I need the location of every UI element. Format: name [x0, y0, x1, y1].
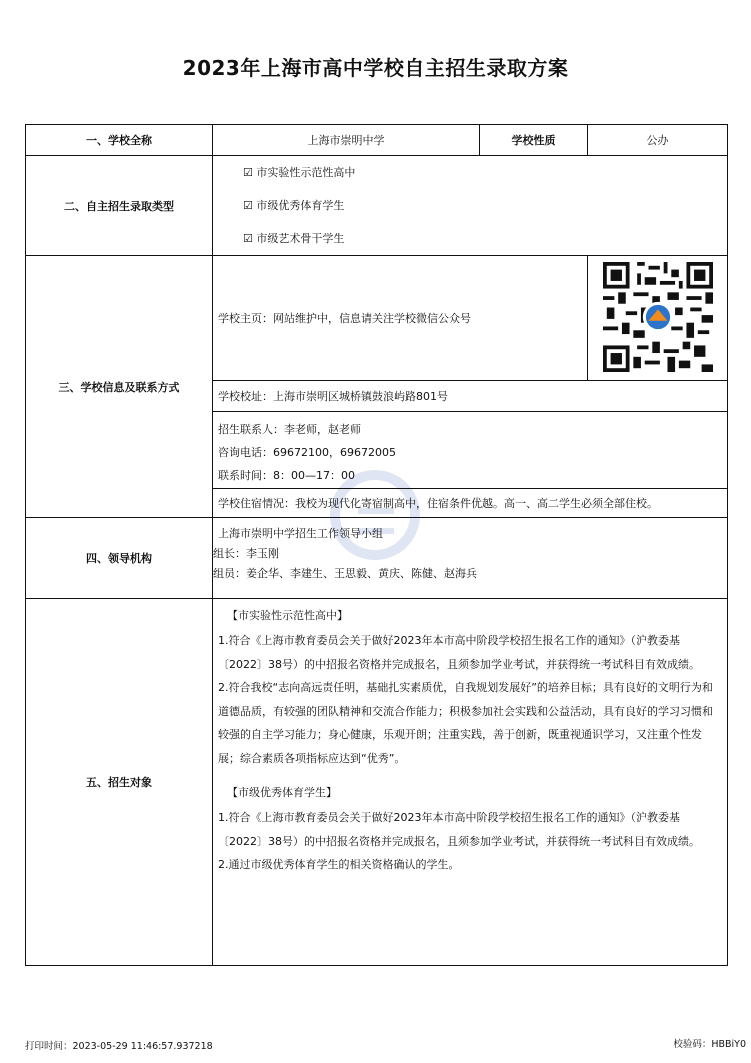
check-code: 校验码：HBBiY0: [673, 1039, 746, 1050]
school-nature-value: 公办: [588, 125, 728, 156]
section-title: 【市级优秀体育学生】: [227, 786, 337, 799]
row-leadership: [26, 518, 728, 599]
page-title: 2023年上海市高中学校自主招生录取方案: [182, 56, 569, 80]
row-school-name: [26, 125, 728, 156]
boarding-cell: [213, 489, 728, 518]
label-school-name: 一、学校全称: [26, 125, 213, 156]
homepage-cell: [213, 256, 588, 381]
row-homepage: [26, 256, 728, 381]
contact-person-text: 招生联系人：李老师，赵老师: [218, 423, 361, 436]
label-admission-types: 二、自主招生录取类型: [26, 156, 213, 256]
members-text: 组员：姜企华、李建生、王思毅、黄庆、陈健、赵海兵: [213, 567, 477, 580]
qr-code-icon: [603, 262, 713, 372]
enrollment-targets-cell: [213, 599, 728, 966]
address-cell: [213, 381, 728, 412]
label-school-nature: 学校性质: [480, 125, 588, 156]
section-paragraph: 1.符合《上海市教育委员会关于做好2023年本市高中阶段学校招生报名工作的通知》（沪教委基〔2022〕38号）的中招报名资格并完成报名，且须参加学业考试，并获得统一考试科目有效成绩。: [218, 811, 700, 848]
admission-table: [25, 124, 728, 966]
contact-cell: [213, 412, 728, 489]
admission-types-list: [213, 156, 728, 256]
row-admission-types: [26, 156, 728, 256]
type-item: ☑ 市级优秀体育学生: [243, 199, 345, 212]
label-enrollment-targets: 五、招生对象: [26, 599, 213, 966]
section-paragraph: 2.符合我校“志向高远责任明，基础扎实素质优，自我规划发展好”的培养目标；具有良好的文明行为和道德品质，有较强的团队精神和交流合作能力；积极参加社会实践和公益活动，具有良好的学习习惯和较强的自主学习能力；身心健康，乐观开朗；注重实践，善于创新，既重视通识学习，又注重个性发展；综合素质各项指标应达到“优秀”。: [218, 681, 713, 765]
section-paragraph: 1.符合《上海市教育委员会关于做好2023年本市高中阶段学校招生报名工作的通知》（沪教委基〔2022〕38号）的中招报名资格并完成报名，且须参加学业考试，并获得统一考试科目有效成绩。: [218, 634, 700, 671]
boarding-text: 学校住宿情况：我校为现代化寄宿制高中，住宿条件优越。高一、高二学生必须全部住校。: [218, 496, 658, 510]
homepage-text: 学校主页：网站维护中，信息请关注学校微信公众号: [218, 311, 471, 325]
hours-text: 联系时间：8：00—17：00: [218, 469, 355, 482]
leadership-cell: [213, 518, 728, 599]
group-name-text: 上海市崇明中学招生工作领导小组: [218, 527, 383, 540]
print-time: 打印时间：2023-05-29 11:46:57.937218: [25, 1041, 213, 1052]
type-item: ☑ 市实验性示范性高中: [243, 166, 356, 179]
phone-text: 咨询电话：69672100，69672005: [218, 446, 396, 459]
qr-cell: [588, 256, 728, 381]
leader-text: 组长：李玉刚: [213, 547, 279, 560]
type-item: ☑ 市级艺术骨干学生: [243, 232, 345, 245]
label-school-info: 三、学校信息及联系方式: [26, 256, 213, 518]
row-enrollment-targets: [26, 599, 728, 966]
address-text: 学校校址：上海市崇明区城桥镇鼓浪屿路801号: [218, 389, 448, 403]
section-title: 【市实验性示范性高中】: [227, 609, 348, 622]
section-paragraph: 2.通过市级优秀体育学生的相关资格确认的学生。: [218, 858, 460, 871]
school-name-value: 上海市崇明中学: [213, 125, 480, 156]
label-leadership: 四、领导机构: [26, 518, 213, 599]
